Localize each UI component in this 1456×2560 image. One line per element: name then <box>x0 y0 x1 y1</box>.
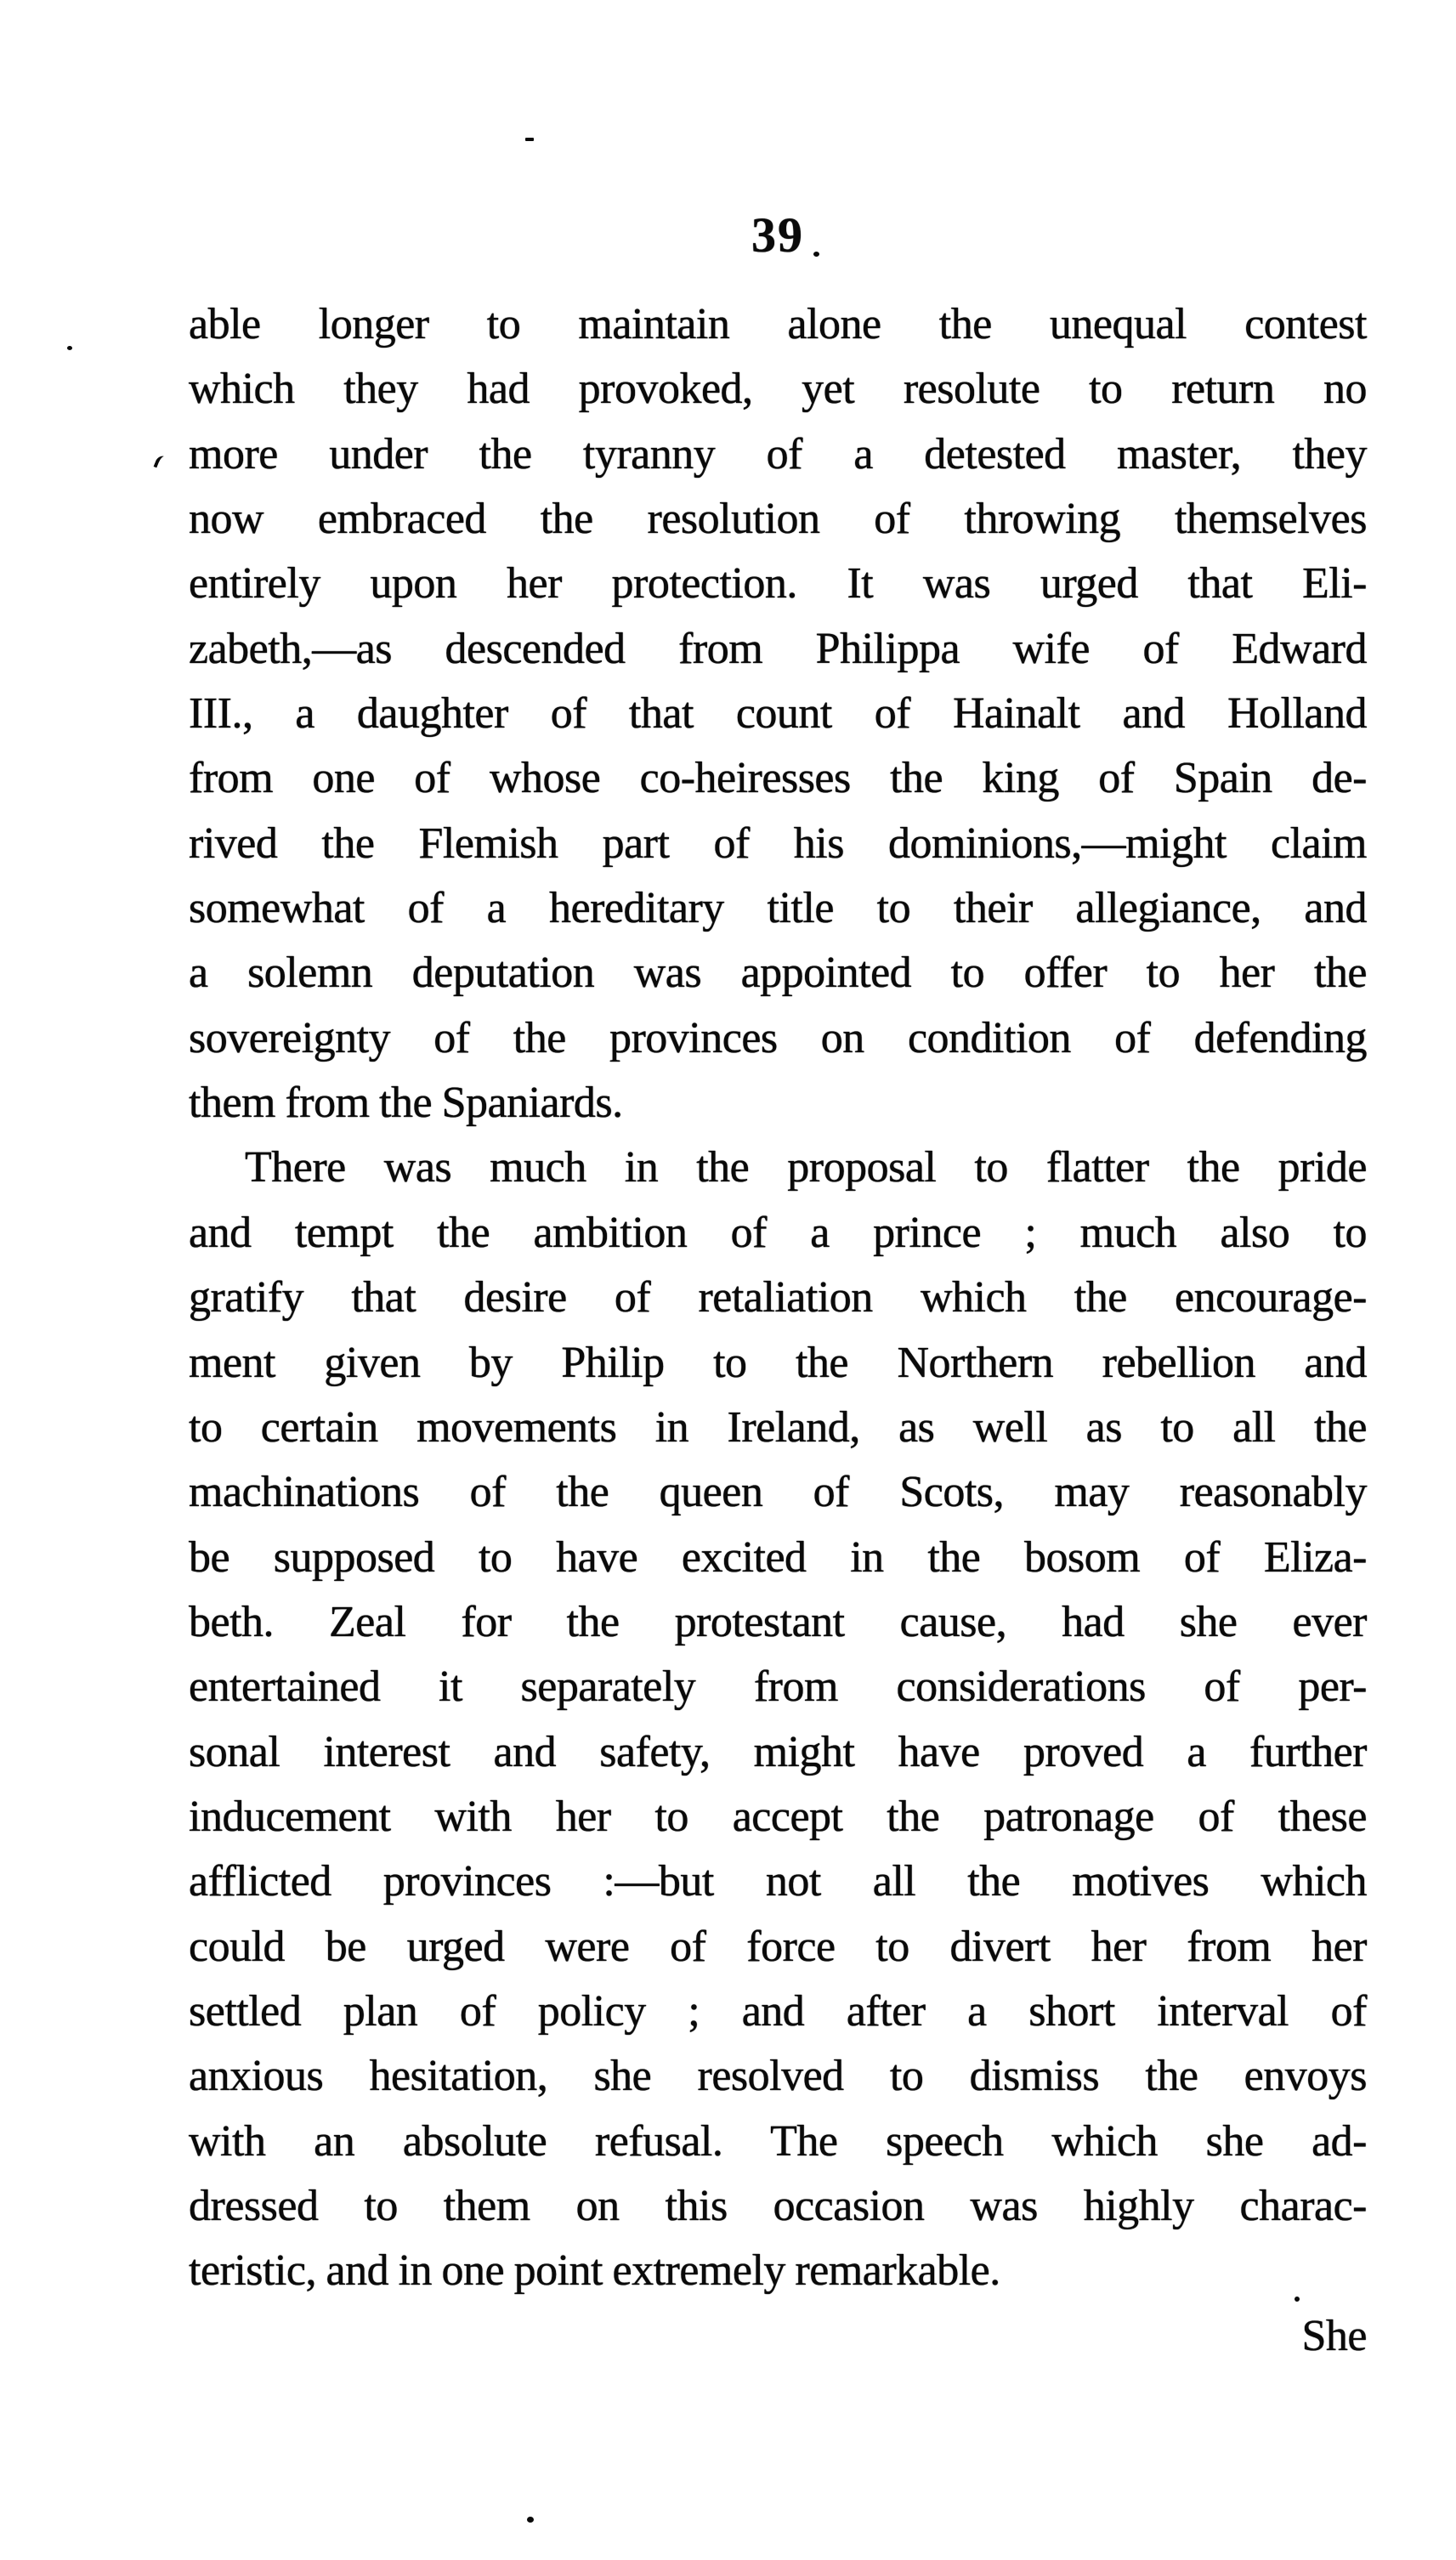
text-line: now embraced the resolution of throwing themselves <box>189 495 1367 544</box>
text-line: sonal interest and safety, might have proved a further <box>189 1727 1367 1776</box>
text-line: beth. Zeal for the protestant cause, had she ever <box>189 1597 1367 1646</box>
text-line: somewhat of a hereditary title to their allegiance, and <box>189 884 1367 933</box>
catchword: She <box>1301 2311 1367 2360</box>
body-text <box>189 292 1367 2369</box>
text-line: to certain movements in Ireland, as well as to all the <box>189 1402 1367 1452</box>
text-line: entertained it separately from considerations of per- <box>189 1662 1367 1712</box>
text-line: which they had provoked, yet resolute to return no <box>189 365 1367 414</box>
text-line: able longer to maintain alone the unequal contest <box>189 300 1367 348</box>
page-number: 39 <box>751 207 804 263</box>
text-line: gratify that desire of retaliation which the encourage- <box>189 1273 1367 1322</box>
text-line: could be urged were of force to divert her from her <box>189 1922 1367 1971</box>
text-line: III., a daughter of that count of Hainalt and Holland <box>189 689 1367 739</box>
text-line: settled plan of policy ; and after a short interval of <box>189 1986 1367 2036</box>
ink-speck <box>153 454 168 471</box>
ink-speck <box>67 346 72 350</box>
text-line: be supposed to have excited in the bosom of Eliza- <box>189 1532 1367 1582</box>
text-line: dressed to them on this occasion was highly charac- <box>189 2181 1367 2230</box>
ink-speck <box>527 2517 534 2523</box>
text-line: and tempt the ambition of a prince ; much also to <box>189 1208 1367 1257</box>
text-line: rived the Flemish part of his dominions,—might claim <box>189 818 1367 868</box>
text-line: inducement with her to accept the patronage of these <box>189 1792 1367 1841</box>
text-line: them from the Spaniards. <box>189 1079 623 1128</box>
ink-speck <box>1295 2297 1300 2302</box>
ink-speck <box>813 252 819 257</box>
text-line: a solemn deputation was appointed to offer to her the <box>189 949 1367 998</box>
text-line: entirely upon her protection. It was urged that Eli- <box>189 559 1367 609</box>
text-line: more under the tyranny of a detested master, they <box>189 429 1367 479</box>
text-line: ment given by Philip to the Northern rebellion and <box>189 1338 1367 1387</box>
text-line: sovereignty of the provinces on condition of defending <box>189 1013 1367 1062</box>
text-line: with an absolute refusal. The speech which she ad- <box>189 2116 1367 2166</box>
ink-speck <box>525 138 534 141</box>
text-line: anxious hesitation, she resolved to dismiss the envoys <box>189 2052 1367 2101</box>
text-line: zabeth,—as descended from Philippa wife of Edward <box>189 624 1367 673</box>
text-line: There was much in the proposal to flatter the pride <box>245 1143 1367 1192</box>
text-line: machinations of the queen of Scots, may reasonably <box>189 1468 1367 1517</box>
text-line: teristic, and in one point extremely remarkable. <box>189 2246 1000 2296</box>
text-line: afflicted provinces :—but not all the motives which <box>189 1857 1367 1906</box>
text-line: from one of whose co-heiresses the king of Spain de- <box>189 754 1367 803</box>
